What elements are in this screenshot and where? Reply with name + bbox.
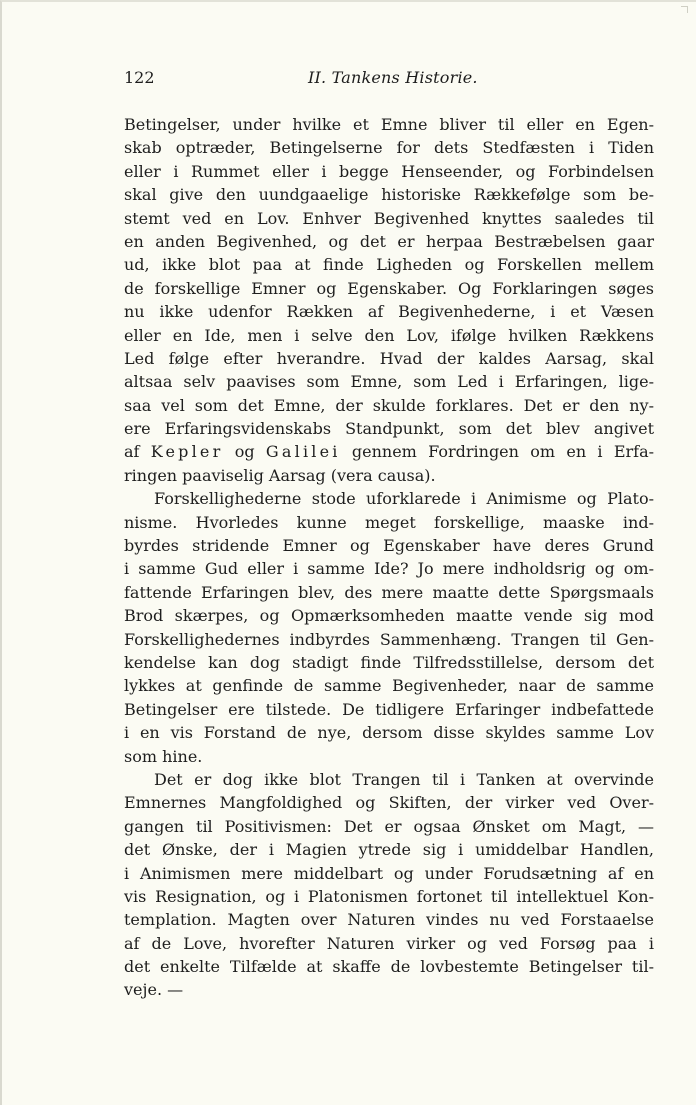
text-line: Betingelser, under hvilke et Emne bliver til eller en Egen- <box>124 115 654 134</box>
text-line: Led følge efter hverandre. Hvad der kaldes Aarsag, skal <box>124 348 654 368</box>
text-line: nu ikke udenfor Rækken af Begivenhederne, i et Væsen <box>124 302 654 322</box>
text-segment: af <box>124 442 151 462</box>
text-line: i en vis Forstand de nye, dersom disse skyldes samme Lov <box>124 723 654 743</box>
paragraph-2 <box>124 487 654 768</box>
page-header <box>124 68 654 90</box>
text-line: gangen til Positivismen: Det er ogsaa Ønsket om Magt, — <box>124 816 654 836</box>
text-segment: og <box>223 442 266 462</box>
text-line: templation. Magten over Naturen vindes nu ved Forstaaelse <box>124 910 654 930</box>
paragraph-1 <box>124 113 654 487</box>
text-line: skab optræder, Betingelserne for dets Stedfæsten i Tiden <box>124 138 654 158</box>
text-line: stemt ved en Lov. Enhver Begivenhed knyttes saaledes til <box>124 208 654 228</box>
name-kepler: Kepler <box>150 442 224 462</box>
text-line: vis Resignation, og i Platonismen fortonet til intellektuel Kon- <box>124 886 654 906</box>
text-line: de forskellige Emner og Egenskaber. Og Forklaringen søges <box>124 278 654 298</box>
text-line: ud, ikke blot paa at finde Ligheden og Forskellen mellem <box>124 255 654 275</box>
text-line-with-names <box>124 440 654 463</box>
text-line: som hine. <box>124 746 203 766</box>
running-head: II. Tankens Historie. <box>308 68 478 87</box>
text-line: Betingelser ere tilstede. De tidligere Erfaringer indbefattede <box>124 699 654 719</box>
paragraph-3 <box>124 768 654 1002</box>
text-line: Det er dog ikke blot Trangen til i Tanken at overvinde <box>154 769 654 789</box>
text-line: byrdes stridende Emner og Egenskaber have deres Grund <box>124 536 654 556</box>
text-line: veje. — <box>124 980 184 1000</box>
text-line: lykkes at genfinde de samme Begivenheder, naar de samme <box>124 676 654 696</box>
text-line: Emnernes Mangfoldighed og Skiften, der virker ved Over- <box>124 793 654 813</box>
text-line: af de Love, hvorefter Naturen virker og ved Forsøg paa i <box>124 933 654 953</box>
text-line: det Ønske, der i Magien ytrede sig i umiddelbar Handlen, <box>124 840 654 860</box>
text-line: altsaa selv paavises som Emne, som Led i Erfaringen, lige- <box>124 372 654 392</box>
text-line: nisme. Hvorledes kunne meget forskellige, maaske ind- <box>124 512 654 532</box>
name-galilei: Galilei <box>265 442 341 462</box>
page-number: 122 <box>124 68 155 87</box>
text-line: eller en Ide, men i selve den Lov, ifølge hvilken Rækkens <box>124 325 654 345</box>
text-segment: gennem Fordringen om en i Erfa- <box>340 442 655 462</box>
text-line: skal give den uundgaaelige historiske Rækkefølge som be- <box>124 185 654 205</box>
text-line: ringen paaviselig Aarsag (vera causa). <box>124 465 436 485</box>
text-line: eller i Rummet eller i begge Henseender, og Forbindelsen <box>124 161 654 181</box>
text-line: kendelse kan dog stadigt finde Tilfredsstillelse, dersom det <box>124 652 654 672</box>
text-line: en anden Begivenhed, og det er herpaa Bestræbelsen gaar <box>124 231 654 251</box>
text-line: i Animismen mere middelbart og under Forudsætning af en <box>124 863 654 883</box>
text-line: det enkelte Tilfælde at skaffe de lovbestemte Betingelser til- <box>124 957 654 977</box>
text-line: fattende Erfaringen blev, des mere maatte dette Spørgsmaals <box>124 582 654 602</box>
text-line: Forskellighederne stode uforklarede i Animisme og Plato- <box>154 489 654 509</box>
text-line: Brod skærpes, og Opmærksomheden maatte vende sig mod <box>124 606 654 626</box>
text-line: i samme Gud eller i samme Ide? Jo mere indholdsrig og om- <box>124 559 654 579</box>
body-text <box>124 113 654 1002</box>
text-line: saa vel som det Emne, der skulde forklares. Det er den ny- <box>124 395 654 415</box>
text-line: Forskellighedernes indbyrdes Sammenhæng. Trangen til Gen- <box>124 629 654 649</box>
text-line: ere Erfaringsvidenskabs Standpunkt, som det blev angivet <box>124 419 654 439</box>
page-corner-mark <box>681 6 688 13</box>
